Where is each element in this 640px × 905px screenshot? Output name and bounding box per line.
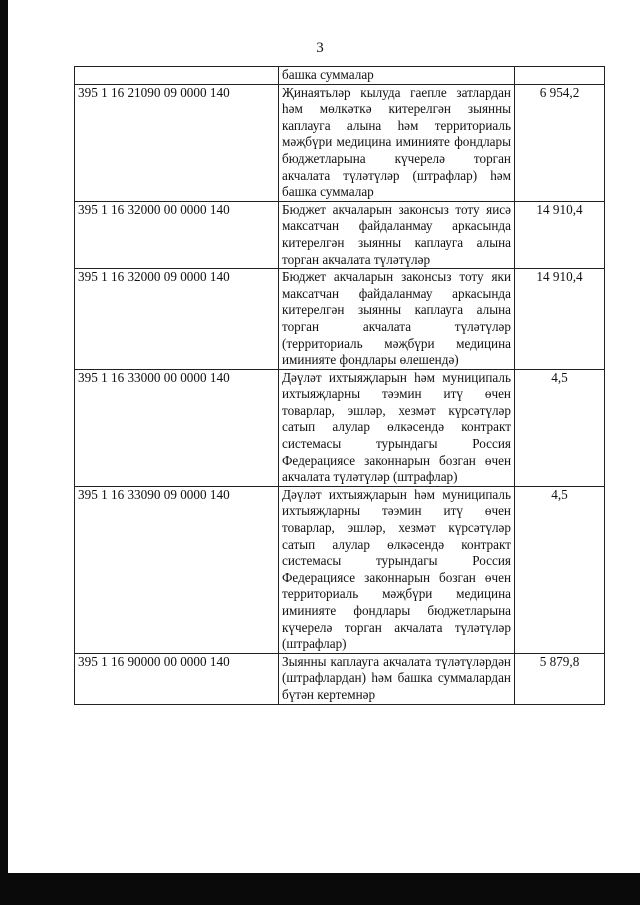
table-row	[75, 653, 605, 704]
code-cell: 395 1 16 90000 00 0000 140	[75, 653, 279, 704]
code-cell: 395 1 16 21090 09 0000 140	[75, 84, 279, 201]
amount-cell: 14 910,4	[515, 269, 605, 370]
table-row-continuation	[75, 67, 605, 85]
amount-cell	[515, 67, 605, 85]
code-cell	[75, 67, 279, 85]
scan-border-left	[0, 0, 8, 905]
amount-cell: 4,5	[515, 369, 605, 486]
description-cell: Бюджет акчаларын законсыз тоту яки максатчан файдаланмау аркасында китерелгән зыянны каплауга алына торган акчалата түләтүләр (территориаль мәҗбүри медицина иминияте фондлары өлешендә)	[279, 269, 515, 370]
code-cell: 395 1 16 33090 09 0000 140	[75, 486, 279, 653]
description-cell: Дәүләт ихтыяҗларын һәм муниципаль ихтыяҗларны тәэмин итү өчен товарлар, эшләр, хезмәт күрсәтүләр сатып алулар өлкәсендә контракт системасы турындагы Россия Федерациясе законнарын бозган өчен территориаль мәҗбүри медицина иминияте фондлары бюджетларына күчерелә торган акчалата түләтүләр (штрафлар)	[279, 486, 515, 653]
description-cell: Дәүләт ихтыяҗларын һәм муниципаль ихтыяҗларны тәэмин итү өчен товарлар, эшләр, хезмәт күрсәтүләр сатып алулар өлкәсендә контракт системасы турындагы Россия Федерациясе законнарын бозган өчен акчалата түләтүләр (штрафлар)	[279, 369, 515, 486]
description-cell: Бюджет акчаларын законсыз тоту яисә максатчан файдаланмау аркасында китерелгән зыянны каплауга алына торган акчалата түләтүләр	[279, 201, 515, 268]
amount-cell: 6 954,2	[515, 84, 605, 201]
table-row	[75, 369, 605, 486]
description-cell: Зыянны каплауга акчалата түләтүләрдән (штрафлардан) һәм башка суммалардан бүтән кертемнәр	[279, 653, 515, 704]
amount-cell: 4,5	[515, 486, 605, 653]
description-cell: башка суммалар	[279, 67, 515, 85]
code-cell: 395 1 16 32000 00 0000 140	[75, 201, 279, 268]
page-number: 3	[316, 40, 324, 56]
table-row	[75, 486, 605, 653]
amount-cell: 14 910,4	[515, 201, 605, 268]
table-row	[75, 269, 605, 370]
description-cell: Җинаятьләр кылуда гаепле затлардан һәм мөлкәткә китерелгән зыянны каплауга алына һәм территориаль мәҗбүри медицина иминияте фондлары бюджетларына күчерелә торган акчалата түләтүләр (штрафлар) һәм башка суммалар	[279, 84, 515, 201]
table-row	[75, 84, 605, 201]
scan-border-bottom	[0, 873, 640, 905]
code-cell: 395 1 16 32000 09 0000 140	[75, 269, 279, 370]
code-cell: 395 1 16 33000 00 0000 140	[75, 369, 279, 486]
table-row	[75, 201, 605, 268]
amount-cell: 5 879,8	[515, 653, 605, 704]
budget-revenue-table	[74, 66, 605, 705]
